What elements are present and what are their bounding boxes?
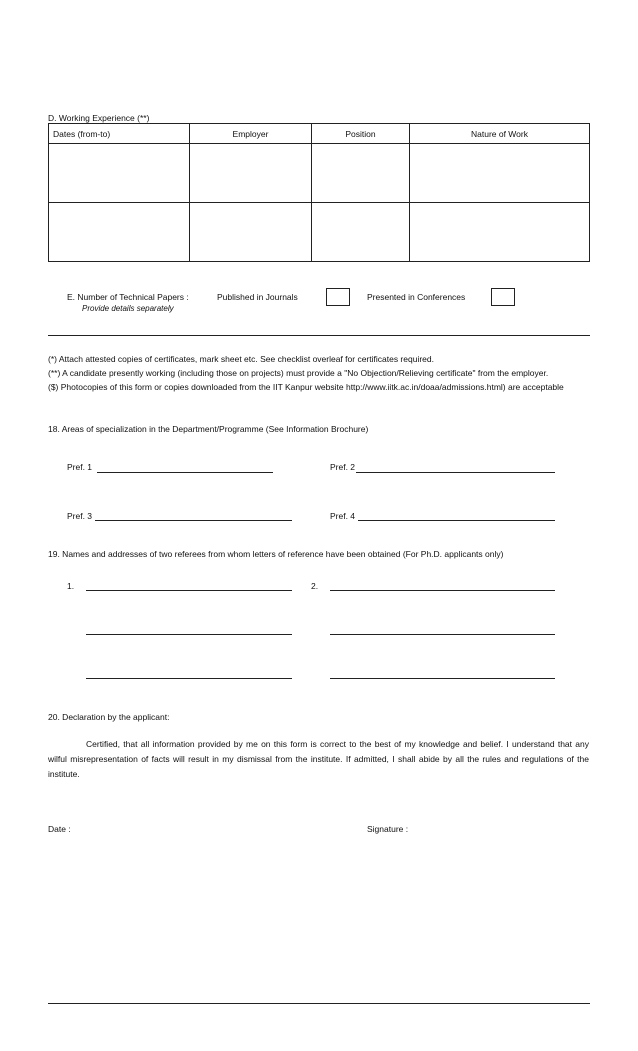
table-header-row [49, 124, 590, 144]
q18-title: 18. Areas of specialization in the Department/Programme (See Information Brochure) [48, 424, 369, 434]
date-label: Date : [48, 824, 71, 834]
referee1-line[interactable] [86, 634, 292, 635]
tech-papers-note: Provide details separately [82, 304, 174, 313]
pref4-line[interactable] [358, 520, 555, 521]
q20-title: 20. Declaration by the applicant: [48, 712, 170, 722]
header-employer: Employer [190, 124, 312, 144]
pref1-line[interactable] [97, 472, 273, 473]
pref3-line[interactable] [95, 520, 292, 521]
signature-label: Signature : [367, 824, 409, 834]
note-photocopies: ($) Photocopies of this form or copies downloaded from the IIT Kanpur website http://www.iitk.ac.in/doaa/admissions.html) are acceptable [48, 382, 564, 392]
cell-employer[interactable] [190, 144, 312, 203]
cell-position[interactable] [312, 144, 410, 203]
journals-label: Published in Journals [217, 292, 298, 302]
referee2-line[interactable] [330, 678, 555, 679]
table-row [49, 203, 590, 262]
tech-papers-label: E. Number of Technical Papers : [67, 292, 189, 302]
q19-title: 19. Names and addresses of two referees from whom letters of reference have been obtained (For Ph.D. applicants only) [48, 549, 504, 559]
referee2-line[interactable] [330, 590, 555, 591]
pref4-label: Pref. 4 [330, 511, 356, 521]
section-divider [48, 335, 590, 336]
conferences-label: Presented in Conferences [367, 292, 466, 302]
referee1-label: 1. [67, 581, 75, 591]
cell-position[interactable] [312, 203, 410, 262]
pref2-label: Pref. 2 [330, 462, 356, 472]
header-position: Position [312, 124, 410, 144]
note-attested-copies: (*) Attach attested copies of certificates, mark sheet etc. See checklist overleaf for certificates required. [48, 354, 434, 364]
note-no-objection: (**) A candidate presently working (including those on projects) must provide a "No Objection/Relieving certificate" from the employer. [48, 368, 549, 378]
working-experience-title: D. Working Experience (**) [48, 113, 150, 123]
pref1-label: Pref. 1 [67, 462, 93, 472]
journals-count-box[interactable] [326, 288, 350, 306]
cell-employer[interactable] [190, 203, 312, 262]
cell-dates[interactable] [49, 144, 190, 203]
cell-dates[interactable] [49, 203, 190, 262]
conferences-count-box[interactable] [491, 288, 515, 306]
pref2-line[interactable] [356, 472, 555, 473]
header-dates: Dates (from-to) [49, 124, 190, 144]
referee1-line[interactable] [86, 678, 292, 679]
header-nature-of-work: Nature of Work [410, 124, 590, 144]
table-row [49, 144, 590, 203]
declaration-text: Certified, that all information provided by me on this form is correct to the best of my knowledge and belief. I understand that any wilful misrepresentation of facts will result in my dismissal from the institute. If admitted, I shall abide by all the rules and regulations of the institute. [48, 739, 589, 779]
cell-nature-of-work[interactable] [410, 144, 590, 203]
referee1-line[interactable] [86, 590, 292, 591]
referee2-label: 2. [311, 581, 319, 591]
cell-nature-of-work[interactable] [410, 203, 590, 262]
page-bottom-rule [48, 1003, 590, 1004]
working-experience-table [48, 123, 590, 262]
pref3-label: Pref. 3 [67, 511, 93, 521]
referee2-line[interactable] [330, 634, 555, 635]
